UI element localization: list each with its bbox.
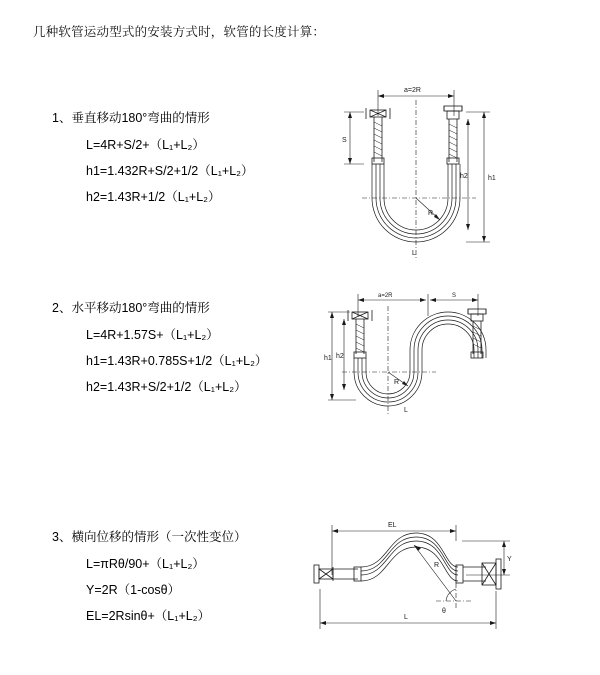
formula-list <box>86 132 254 210</box>
dim-label-l: L <box>404 614 408 621</box>
formula-list <box>86 322 267 400</box>
lateral-offset-diagram <box>296 505 516 645</box>
dim-label-h2: h2 <box>460 173 468 180</box>
dim-label-h1: h1 <box>488 175 496 182</box>
page-title: 几种软管运动型式的安装方式时，软管的长度计算： <box>33 25 326 39</box>
formula-item: Y=2R（1-cosθ） <box>86 583 181 597</box>
dim-label-l: L <box>412 250 416 257</box>
dim-label-a2r: a=2R <box>378 293 393 299</box>
formula-item: L=4R+S/2+（L₁+L₂） <box>86 138 205 152</box>
section-heading: 2、水平移动180°弯曲的情形 <box>52 301 210 315</box>
formula-item: h2=1.43R+S/2+1/2（L₁+L₂） <box>86 380 247 394</box>
dim-label-h2: h2 <box>336 353 344 360</box>
dim-label-el: EL <box>388 522 397 529</box>
dim-label-h1: h1 <box>324 355 332 362</box>
section-heading: 1、垂直移动180°弯曲的情形 <box>52 111 210 125</box>
dim-label-theta: θ <box>442 608 446 615</box>
formula-item: L=4R+1.57S+（L₁+L₂） <box>86 328 219 342</box>
formula-item: h1=1.43R+0.785S+1/2（L₁+L₂） <box>86 354 268 368</box>
formula-item: EL=2Rsinθ+（L₁+L₂） <box>86 609 211 623</box>
dim-label-s: S <box>342 137 347 144</box>
formula-list <box>86 551 210 629</box>
formula-item: L=πRθ/90+（L₁+L₂） <box>86 557 205 571</box>
dim-label-s: S <box>452 293 457 299</box>
dim-label-r: R <box>434 562 440 569</box>
vertical-180-bend-diagram <box>316 70 516 300</box>
horizontal-180-bend-diagram <box>316 276 516 436</box>
dim-label-a2r: a=2R <box>404 87 421 94</box>
dim-label-r: R <box>428 210 434 217</box>
dim-label-r: R <box>394 379 400 386</box>
formula-item: h1=1.432R+S/2+1/2（L₁+L₂） <box>86 164 254 178</box>
dim-label-y: Y <box>507 556 512 563</box>
dim-label-l: L <box>404 407 408 414</box>
formula-item: h2=1.43R+1/2（L₁+L₂） <box>86 190 221 204</box>
section-heading: 3、横向位移的情形（一次性变位） <box>52 530 247 544</box>
